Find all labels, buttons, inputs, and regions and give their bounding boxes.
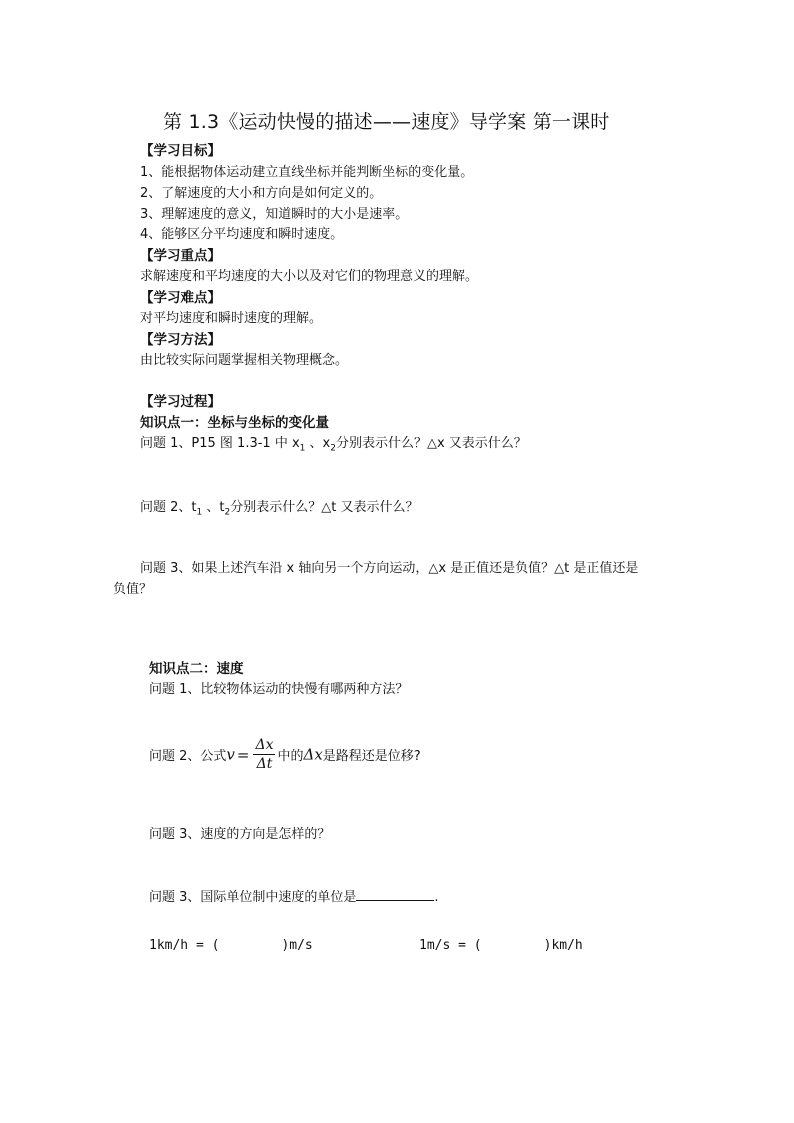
kp2-question-1: 问题 1、比较物体运动的快慢有哪两种方法？ [149, 682, 409, 697]
kp1-q1-part-c: 分别表示什么？△x 又表示什么？ [335, 436, 527, 451]
process-heading: 【学习过程】 [140, 394, 221, 410]
goal-item-1: 1、能根据物体运动建立直线坐标并能判断坐标的变化量。 [140, 165, 474, 180]
formula-equals: = [236, 745, 250, 764]
kp2-question-4 [149, 886, 439, 905]
conversion-kmh-to-ms [149, 938, 313, 953]
formula-numerator: Δx [255, 737, 274, 753]
goal-item-2: 2、了解速度的大小和方向是如何定义的。 [140, 186, 383, 201]
kp1-q1-sub-2: 2 [330, 443, 336, 454]
kp2-q2-suffix: 是路程还是位移? [322, 749, 421, 764]
kp1-q2-part-b: 、t [202, 500, 225, 515]
goal-item-3: 3、理解速度的意义，知道瞬时的大小是速率。 [140, 207, 409, 222]
key-points-text: 求解速度和平均速度的大小以及对它们的物理意义的理解。 [140, 269, 479, 284]
kp2-question-2 [149, 737, 421, 772]
kp1-question-2 [140, 496, 419, 518]
formula-denominator: Δt [256, 756, 273, 772]
difficulties-heading: 【学习难点】 [140, 290, 221, 306]
method-text: 由比较实际问题掌握相关物理概念。 [140, 353, 349, 368]
conv1-left: 1km/h = ( [149, 938, 220, 953]
page-title: 第 1.3《运动快慢的描述——速度》导学案 第一课时 [163, 111, 610, 133]
kp1-q1-sub-1: 1 [299, 443, 306, 454]
kp1-question-3-line-2: 负值？ [113, 582, 153, 597]
method-heading: 【学习方法】 [140, 332, 221, 348]
kp2-heading: 知识点二：速度 [149, 661, 244, 677]
formula-v: v [226, 745, 235, 764]
kp1-q1-part-a: 问题 1、P15 图 1.3-1 中 x [140, 436, 300, 451]
kp1-question-3-line-1: 问题 3、如果上述汽车沿 x 轴向另一个方向运动，△x 是正值还是负值？△t 是正值还是 [140, 561, 639, 576]
kp2-q2-middle: 中的 [277, 749, 304, 764]
kp2-q4-end: . [434, 890, 439, 905]
difficulties-text: 对平均速度和瞬时速度的理解。 [140, 311, 323, 326]
formula-fraction [253, 737, 275, 772]
key-points-heading: 【学习重点】 [140, 248, 221, 264]
unit-answer-blank[interactable] [356, 888, 434, 901]
kp1-q2-sub-2: 2 [224, 507, 231, 518]
kp1-q2-part-a: 问题 2、t [140, 500, 197, 515]
conv2-left: 1m/s = ( [419, 938, 482, 953]
kp1-q2-part-c: 分别表示什么？△t 又表示什么？ [230, 500, 419, 515]
kp1-heading: 知识点一：坐标与坐标的变化量 [140, 415, 329, 431]
goal-item-4: 4、能够区分平均速度和瞬时速度。 [140, 227, 344, 242]
conversion-ms-to-kmh [419, 938, 583, 953]
kp1-q1-part-b: 、x [305, 436, 331, 451]
conv1-right: )m/s [281, 938, 313, 953]
formula-delta-x: Δx [303, 745, 323, 764]
kp2-q4-text: 问题 3、国际单位制中速度的单位是 [149, 890, 357, 905]
goals-heading: 【学习目标】 [140, 143, 221, 159]
kp1-question-1 [140, 432, 527, 454]
kp1-q2-sub-1: 1 [196, 507, 203, 518]
conv2-right: )km/h [543, 938, 583, 953]
kp2-question-3: 问题 3、速度的方向是怎样的？ [149, 827, 331, 842]
kp2-q2-prefix: 问题 2、公式 [149, 749, 227, 764]
